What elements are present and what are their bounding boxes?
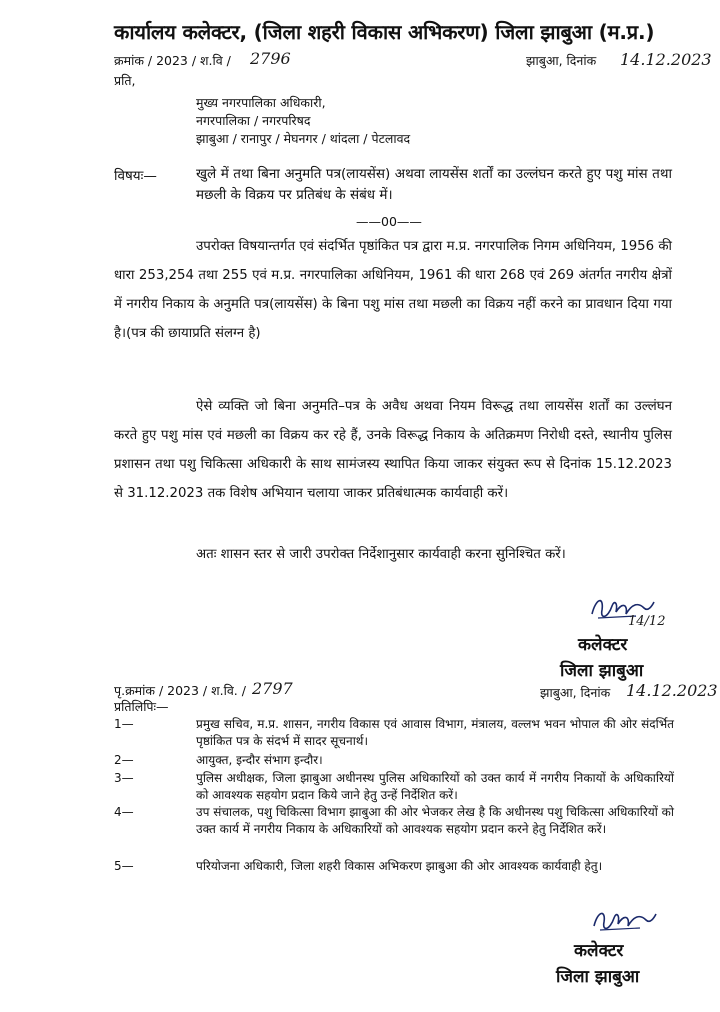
recipient-line: झाबुआ / रानापुर / मेघनगर / थांदला / पेटलावद [196,131,411,146]
to-label: प्रति, [114,73,136,88]
copy-item-number: 4— [114,805,134,819]
copy-item-number: 5— [114,859,134,873]
copy-label: प्रतिलिपिः— [114,699,169,714]
subject-label: विषयः— [114,168,157,184]
copy-item-text: प्रमुख सचिव, म.प्र. शासन, नगरीय विकास एवं आवास विभाग, मंत्रालय, वल्लभ भवन भोपाल की ओर संदर्भित पृष्ठांकित पत्र के संदर्भ में सादर सूचनार्थ। [196,717,674,748]
office-header: कार्यालय कलेक्टर, (जिला शहरी विकास अभिकरण) जिला झाबुआ (म.प्र.) [114,20,655,44]
signatory-office: जिला झाबुआ [560,661,644,681]
ref-number-handwritten: 2796 [250,49,291,68]
signature-date-handwritten: 14/12 [628,614,666,629]
copy-item-text: उप संचालक, पशु चिकित्सा विभाग झाबुआ की ओर भेजकर लेख है कि अधीनस्थ पशु चिकित्सा अधिकारियों को उक्त कार्य में नगरीय निकाय के अधिकारियों को आवश्यक सहयोग प्रदान करने हेतु निर्देशित करें। [196,805,674,836]
copy-item [114,858,674,892]
recipient-line: मुख्य नगरपालिका अधिकारी, [196,95,326,110]
endorsement-place-date-label: झाबुआ, दिनांक [540,685,611,700]
body-paragraph: ऐसे व्यक्ति जो बिना अनुमति–पत्र के अवैध अथवा नियम विरूद्ध तथा लायसेंस शर्तों का उल्लंघन करते हुए पशु मांस एवं मछली का विक्रय कर रहे हैं, उनके विरूद्ध निकाय के अतिक्रमण निरोधी दस्ते, स्थानीय पुलिस प्रशासन तथा पशु चिकित्सा अधिकारी के साथ सामंजस्य स्थापित किया जाकर संयुक्त रूप से दिनांक 15.12.2023 से 31.12.2023 तक विशेष अभियान चलाया जाकर प्रतिबंधात्मक कार्यवाही करें। [114,399,672,501]
recipient-line: नगरपालिका / नगरपरिषद [196,113,311,128]
subject-text: खुले में तथा बिना अनुमति पत्र(लायसेंस) अथवा लायसेंस शर्तों का उल्लंघन करते हुए पशु मांस तथा मछली के विक्रय पर प्रतिबंध के संबंध में। [196,166,672,203]
letter-date-handwritten: 14.12.2023 [620,50,712,69]
place-date-label: झाबुआ, दिनांक [526,53,597,68]
body-paragraph: अतः शासन स्तर से जारी उपरोक्त निर्देशानुसार कार्यवाही करना सुनिश्चित करें। [196,547,566,562]
signature [590,906,660,940]
copy-item-text: पुलिस अधीक्षक, जिला झाबुआ अधीनस्थ पुलिस अधिकारियों को उक्त कार्य में नगरीय निकायों के अधिकारियों को आवश्यक सहयोग प्रदान किये जाने हेतु उन्हें निर्देशित करें। [196,771,674,802]
copy-item [114,770,674,804]
copy-item-number: 3— [114,771,134,785]
copy-item [114,752,674,770]
copy-item-number: 2— [114,753,134,767]
copy-item [114,804,674,854]
endorsement-date-handwritten: 14.12.2023 [626,681,718,700]
copy-item-number: 1— [114,717,134,731]
endorsement-ref-prefix: पृ.क्रमांक / 2023 / श.वि. / [114,683,246,698]
body-paragraph: उपरोक्त विषयान्तर्गत एवं संदर्भित पृष्ठांकित पत्र द्वारा म.प्र. नगरपालिक निगम अधिनियम, 1956 की धारा 253,254 तथा 255 एवं म.प्र. नगरपालिका अधिनियम, 1961 की धारा 268 एवं 269 अंतर्गत नगरीय क्षेत्रों में नगरीय निकाय के अनुमति पत्र(लायसेंस) के बिना पशु मांस तथा मछली का विक्रय नहीं करने का प्रावधान दिया गया है।(पत्र की छायाप्रति संलग्न है) [114,239,672,341]
endorsement-ref-handwritten: 2797 [252,679,293,698]
separator: ——00—— [356,214,422,229]
copy-item-text: परियोजना अधिकारी, जिला शहरी विकास अभिकरण झाबुआ की ओर आवश्यक कार्यवाही हेतु। [196,859,603,873]
endorsement-signatory-title: कलेक्टर [574,941,624,961]
endorsement-signatory-office: जिला झाबुआ [556,967,640,987]
ref-number-prefix: क्रमांक / 2023 / श.वि / [114,53,231,68]
copy-item [114,716,674,750]
signatory-title: कलेक्टर [578,635,628,655]
copy-item-text: आयुक्त, इन्दौर संभाग इन्दौर। [196,753,323,767]
